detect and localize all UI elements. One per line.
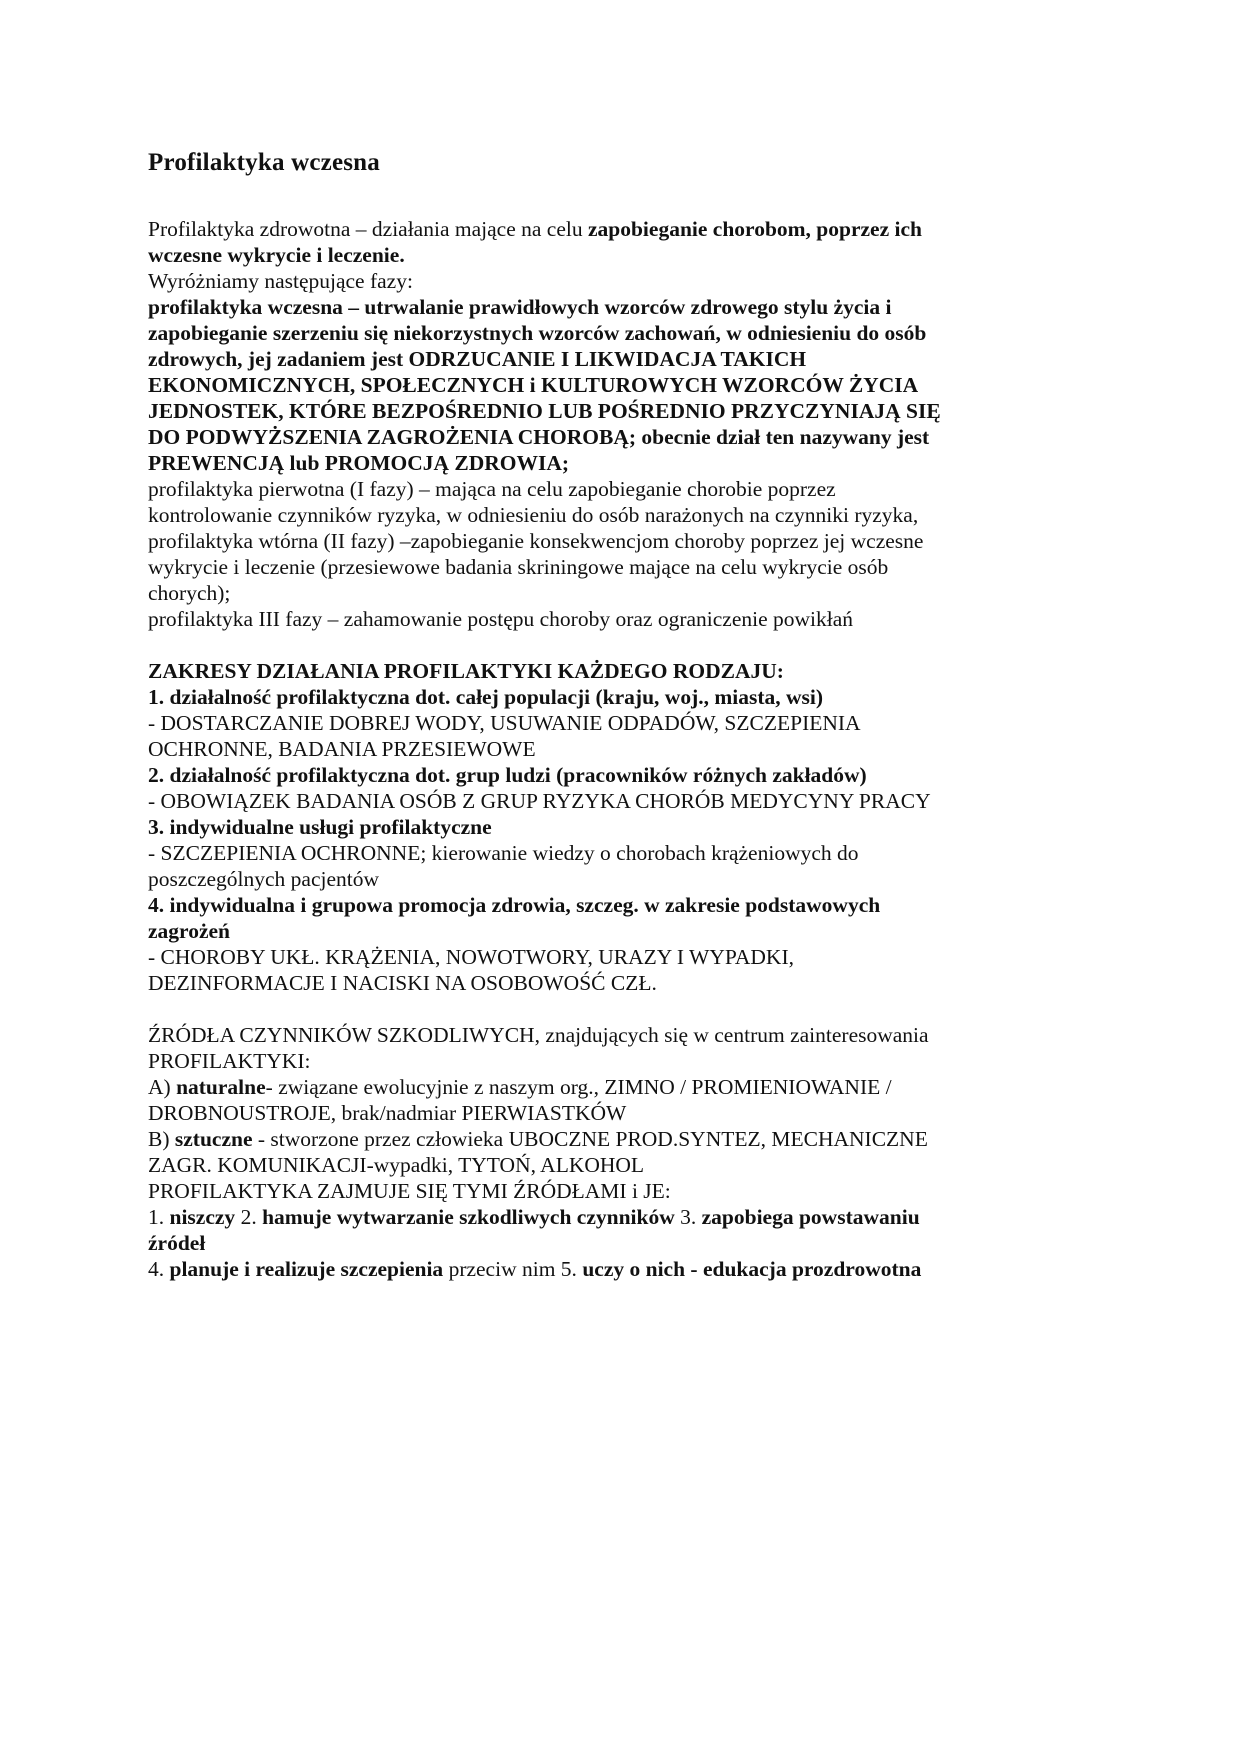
text-segment: DEZINFORMACJE I NACISKI NA OSOBOWOŚĆ CZŁ.: [148, 971, 657, 995]
text-line: [148, 1152, 644, 1178]
text-segment: profilaktyka pierwotna (I fazy) – mająca na celu zapobieganie chorobie poprzez: [148, 477, 836, 501]
bold-text-segment: profilaktyka wczesna – utrwalanie prawidłowych wzorców zdrowego stylu życia i: [148, 295, 892, 319]
text-line: [148, 398, 941, 424]
bold-text-segment: uczy o nich - edukacja prozdrowotna: [582, 1257, 922, 1281]
text-line: [148, 346, 806, 372]
text-line: [148, 554, 888, 580]
text-line: [148, 476, 836, 502]
bold-text-segment: ZAKRESY DZIAŁANIA PROFILAKTYKI KAŻDEGO RODZAJU:: [148, 659, 784, 683]
bold-text-segment: planuje i realizuje szczepienia: [169, 1257, 444, 1281]
text-segment: B): [148, 1127, 175, 1151]
text-line: [148, 892, 880, 918]
bold-text-segment: 2. działalność profilaktyczna dot. grup ludzi (pracowników różnych zakładów): [148, 763, 867, 787]
text-segment: chorych);: [148, 581, 231, 605]
document-title: Profilaktyka wczesna: [148, 149, 380, 176]
text-segment: DROBNOUSTROJE, brak/nadmiar PIERWIASTKÓW: [148, 1101, 627, 1125]
text-line: [148, 294, 892, 320]
text-segment: przeciw nim 5.: [443, 1257, 583, 1281]
text-segment: - OBOWIĄZEK BADANIA OSÓB Z GRUP RYZYKA CHORÓB MEDYCYNY PRACY: [148, 789, 931, 813]
text-segment: profilaktyka III fazy – zahamowanie postępu choroby oraz ograniczenie powikłań: [148, 607, 854, 631]
text-segment: - CHOROBY UKŁ. KRĄŻENIA, NOWOTWORY, URAZY I WYPADKI,: [148, 945, 794, 969]
text-segment: 2.: [235, 1205, 263, 1229]
text-line: [148, 684, 823, 710]
text-segment: 3.: [674, 1205, 702, 1229]
bold-text-segment: hamuje wytwarzanie szkodliwych czynników: [262, 1205, 675, 1229]
bold-text-segment: 3. indywidualne usługi profilaktyczne: [148, 815, 492, 839]
bold-text-segment: wczesne wykrycie i leczenie.: [148, 243, 405, 267]
text-line: [148, 450, 569, 476]
text-line: [148, 320, 926, 346]
text-segment: profilaktyka wtórna (II fazy) –zapobieganie konsekwencjom choroby poprzez jej wczesne: [148, 529, 924, 553]
text-line: [148, 502, 918, 528]
text-line: [148, 788, 931, 814]
text-line: [148, 1256, 921, 1282]
text-line: [148, 658, 784, 684]
text-line: [148, 762, 867, 788]
bold-text-segment: 4. indywidualna i grupowa promocja zdrowia, szczeg. w zakresie podstawowych: [148, 893, 881, 917]
bold-text-segment: EKONOMICZNYCH, SPOŁECZNYCH i KULTUROWYCH WZORCÓW ŻYCIA: [148, 373, 919, 397]
text-segment: OCHRONNE, BADANIA PRZESIEWOWE: [148, 737, 536, 761]
bold-text-segment: zagrożeń: [148, 919, 230, 943]
text-line: [148, 606, 853, 632]
text-segment: wykrycie i leczenie (przesiewowe badania skriningowe mające na celu wykrycie osób: [148, 555, 889, 579]
text-segment: Profilaktyka zdrowotna – działania mające na celu: [148, 217, 588, 241]
text-segment: ZAGR. KOMUNIKACJI-wypadki, TYTOŃ, ALKOHOL: [148, 1153, 645, 1177]
text-segment: 1.: [148, 1205, 170, 1229]
text-line: [148, 1204, 920, 1230]
text-line: [148, 1048, 310, 1074]
bold-text-segment: zapobieganie szerzeniu się niekorzystnych wzorców zachowań, w odniesieniu do osób: [148, 321, 927, 345]
text-segment: poszczególnych pacjentów: [148, 867, 380, 891]
text-line: [148, 372, 918, 398]
text-segment: - związane ewolucyjnie z naszym org., ZIMNO / PROMIENIOWANIE /: [265, 1075, 892, 1099]
bold-text-segment: JEDNOSTEK, KTÓRE BEZPOŚREDNIO LUB POŚREDNIO PRZYCZYNIAJĄ SIĘ: [148, 399, 941, 423]
text-line: [148, 216, 922, 242]
text-line: [148, 242, 405, 268]
bold-text-segment: zdrowych, jej zadaniem jest ODRZUCANIE I LIKWIDACJA TAKICH: [148, 347, 807, 371]
text-line: [148, 944, 794, 970]
text-line: [148, 1100, 626, 1126]
bold-text-segment: PREWENCJĄ lub PROMOCJĄ ZDROWIA;: [148, 451, 570, 475]
text-line: [148, 1074, 892, 1100]
text-line: [148, 866, 379, 892]
bold-text-segment: naturalne: [176, 1075, 266, 1099]
text-line: [148, 580, 230, 606]
text-line: [148, 424, 929, 450]
bold-text-segment: 1. działalność profilaktyczna dot. całej populacji (kraju, woj., miasta, wsi): [148, 685, 824, 709]
text-segment: A): [148, 1075, 177, 1099]
text-segment: ŹRÓDŁA CZYNNIKÓW SZKODLIWYCH, znajdujących się w centrum zainteresowania: [148, 1023, 929, 1047]
text-line: [148, 1178, 671, 1204]
bold-text-segment: sztuczne: [174, 1127, 253, 1151]
text-line: [148, 1230, 205, 1256]
text-line: [148, 1022, 929, 1048]
bold-text-segment: DO PODWYŻSZENIA ZAGROŻENIA CHOROBĄ; obecnie dział ten nazywany jest: [148, 425, 930, 449]
text-line: [148, 840, 859, 866]
text-line: [148, 710, 861, 736]
bold-text-segment: zapobiega powstawaniu: [701, 1205, 920, 1229]
bold-text-segment: źródeł: [148, 1231, 206, 1255]
text-segment: PROFILAKTYKA ZAJMUJE SIĘ TYMI ŹRÓDŁAMI i JE:: [148, 1179, 671, 1203]
text-line: [148, 268, 413, 294]
bold-text-segment: niszczy: [169, 1205, 236, 1229]
text-line: [148, 1126, 928, 1152]
text-segment: 4.: [148, 1257, 170, 1281]
text-line: [148, 814, 492, 840]
text-line: [148, 970, 657, 996]
text-segment: PROFILAKTYKI:: [148, 1049, 311, 1073]
bold-text-segment: zapobieganie chorobom, poprzez ich: [587, 217, 922, 241]
text-segment: - stworzone przez człowieka UBOCZNE PROD.SYNTEZ, MECHANICZNE: [252, 1127, 928, 1151]
text-line: [148, 528, 923, 554]
text-segment: Wyróżniamy następujące fazy:: [148, 269, 413, 293]
text-segment: - SZCZEPIENIA OCHRONNE; kierowanie wiedzy o chorobach krążeniowych do: [148, 841, 859, 865]
text-segment: kontrolowanie czynników ryzyka, w odniesieniu do osób narażonych na czynniki ryzyka,: [148, 503, 919, 527]
text-line: [148, 918, 230, 944]
text-line: [148, 736, 536, 762]
text-segment: - DOSTARCZANIE DOBREJ WODY, USUWANIE ODPADÓW, SZCZEPIENIA: [148, 711, 861, 735]
